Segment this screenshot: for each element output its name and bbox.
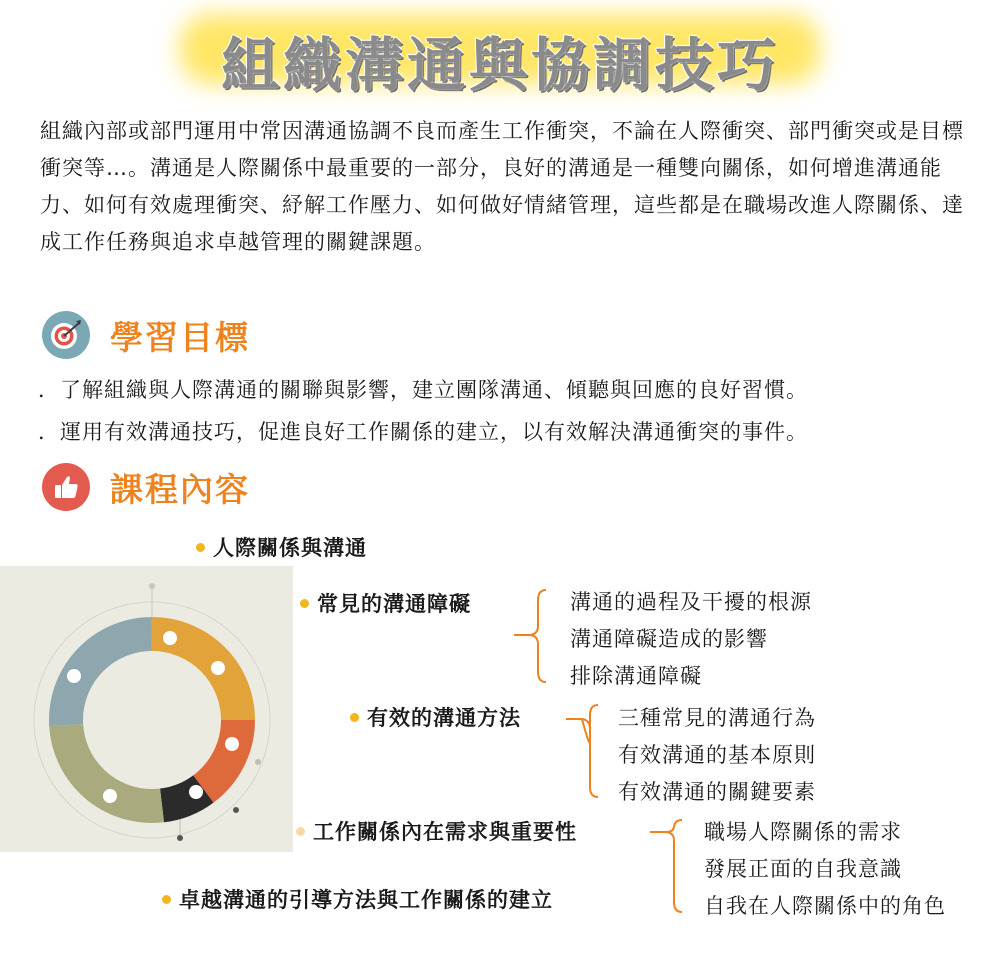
- intro-paragraph: 組織內部或部門運用中常因溝通協調不良而產生工作衝突，不論在人際衝突、部門衝突或是目標衝突等…。溝通是人際關係中最重要的一部分，良好的溝通是一種雙向關係，如何增進溝通能力、如何有效處理衝突、紓解工作壓力、如何做好情緒管理，這些都是在職場改進人際關係、達成工作任務與追求卓越管理的關鍵課題。: [40, 119, 964, 254]
- topic-item: [350, 702, 521, 732]
- content-header: [42, 462, 250, 512]
- thumbs-up-icon: [42, 463, 90, 511]
- cycle-diagram-image: [0, 566, 293, 852]
- topic-label: 有效的溝通方法: [367, 706, 521, 730]
- subtopic-item: 有效溝通的關鍵要素: [618, 780, 816, 804]
- target-icon: [42, 311, 90, 359]
- page-title: 組織溝通與協調技巧: [220, 31, 779, 99]
- subtopic-item: 溝通障礙造成的影響: [570, 627, 768, 651]
- subtopic-item: 職場人際關係的需求: [704, 820, 902, 844]
- bullet-dot: [196, 543, 205, 552]
- objective-item-2: ．運用有效溝通技巧，促進良好工作關係的建立，以有效解決溝通衝突的事件。: [38, 420, 808, 444]
- topic-label: 人際關係與溝通: [213, 536, 367, 560]
- topic-label: 常見的溝通障礙: [317, 592, 471, 616]
- subtopic-item: 溝通的過程及干擾的根源: [570, 590, 812, 614]
- objectives-header: [42, 310, 250, 360]
- subtopic-item: 有效溝通的基本原則: [618, 743, 816, 767]
- bullet-dot: [162, 895, 171, 904]
- objective-item-1: ．了解組織與人際溝通的關聯與影響，建立團隊溝通、傾聽與回應的良好習慣。: [38, 378, 808, 402]
- subtopic-item: 三種常見的溝通行為: [618, 706, 816, 730]
- subtopic-item: 自我在人際關係中的角色: [704, 894, 946, 918]
- content-title: 課程內容: [110, 469, 250, 509]
- topic-item: [300, 588, 471, 618]
- subtopic-item: 排除溝通障礙: [570, 664, 702, 688]
- topic-item: [296, 816, 577, 846]
- title-banner: [0, 8, 1000, 99]
- topic-label: 卓越溝通的引導方法與工作關係的建立: [179, 888, 553, 912]
- bullet-dot: [350, 713, 359, 722]
- orange-brace: [564, 701, 604, 801]
- objectives-title: 學習目標: [110, 317, 250, 357]
- bullet-dot: [296, 827, 305, 836]
- orange-brace: [648, 816, 688, 916]
- topic-item: [162, 884, 553, 914]
- subtopic-item: 發展正面的自我意識: [704, 857, 902, 881]
- bullet-dot: [300, 599, 309, 608]
- topic-label: 工作關係內在需求與重要性: [313, 820, 577, 844]
- topic-item: [196, 532, 367, 562]
- orange-brace: [512, 586, 552, 686]
